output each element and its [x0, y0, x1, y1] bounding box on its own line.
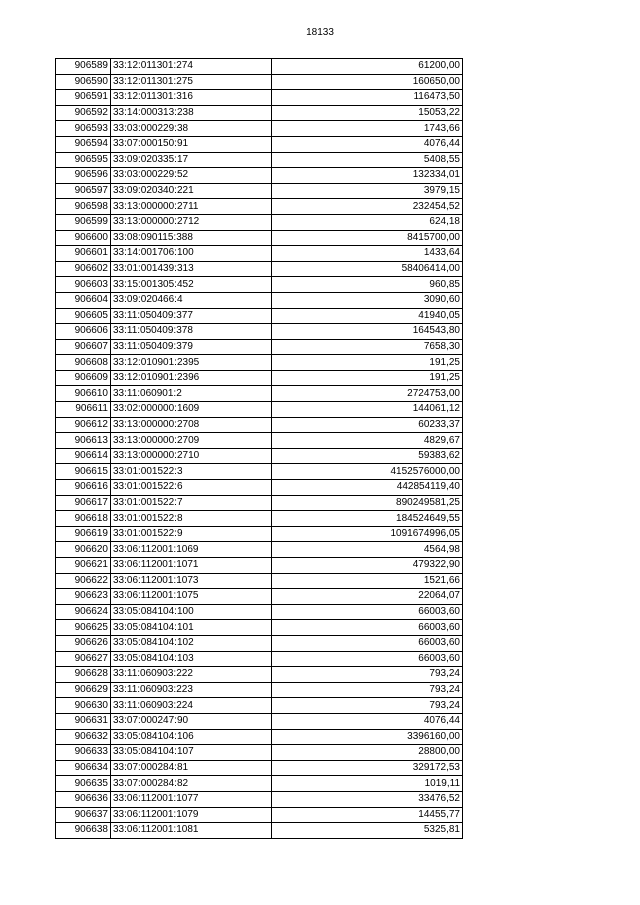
table-row — [56, 558, 463, 574]
cadastral-value-cell: 4564,98 — [272, 542, 463, 558]
cadastral-value-cell: 793,24 — [272, 682, 463, 698]
page-number: 18133 — [306, 27, 334, 38]
cadastral-number-cell: 33:02:000000:1609 — [111, 402, 272, 418]
cadastral-number-cell: 33:01:001522:7 — [111, 495, 272, 511]
table-row — [56, 620, 463, 636]
cadastral-number-cell: 33:05:084104:103 — [111, 651, 272, 667]
cadastral-value-cell: 60233,37 — [272, 417, 463, 433]
table-row — [56, 324, 463, 340]
cadastral-value-cell: 960,85 — [272, 277, 463, 293]
table-row — [56, 417, 463, 433]
row-number-cell: 906609 — [56, 370, 111, 386]
cadastral-value-cell: 66003,60 — [272, 604, 463, 620]
table-row — [56, 199, 463, 215]
cadastral-value-cell: 15053,22 — [272, 105, 463, 121]
cadastral-value-cell: 191,25 — [272, 370, 463, 386]
cadastral-value-cell: 66003,60 — [272, 635, 463, 651]
row-number-cell: 906608 — [56, 355, 111, 371]
cadastral-number-cell: 33:11:060903:222 — [111, 667, 272, 683]
cadastral-value-cell: 22064,07 — [272, 589, 463, 605]
cadastral-number-cell: 33:11:060903:223 — [111, 682, 272, 698]
row-number-cell: 906597 — [56, 183, 111, 199]
cadastral-value-table — [55, 58, 463, 839]
row-number-cell: 906614 — [56, 448, 111, 464]
row-number-cell: 906603 — [56, 277, 111, 293]
row-number-cell: 906622 — [56, 573, 111, 589]
row-number-cell: 906631 — [56, 713, 111, 729]
cadastral-value-cell: 164543,80 — [272, 324, 463, 340]
table-row — [56, 355, 463, 371]
row-number-cell: 906599 — [56, 214, 111, 230]
table-row — [56, 121, 463, 137]
table-row — [56, 745, 463, 761]
cadastral-number-cell: 33:07:000284:82 — [111, 776, 272, 792]
cadastral-value-cell: 5408,55 — [272, 152, 463, 168]
cadastral-value-cell: 479322,90 — [272, 558, 463, 574]
row-number-cell: 906606 — [56, 324, 111, 340]
cadastral-number-cell: 33:13:000000:2710 — [111, 448, 272, 464]
row-number-cell: 906638 — [56, 823, 111, 839]
cadastral-number-cell: 33:05:084104:101 — [111, 620, 272, 636]
table-row — [56, 105, 463, 121]
row-number-cell: 906604 — [56, 292, 111, 308]
row-number-cell: 906596 — [56, 168, 111, 184]
row-number-cell: 906601 — [56, 246, 111, 262]
cadastral-value-cell: 4076,44 — [272, 136, 463, 152]
cadastral-value-cell: 1433,64 — [272, 246, 463, 262]
row-number-cell: 906593 — [56, 121, 111, 137]
row-number-cell: 906623 — [56, 589, 111, 605]
table-row — [56, 152, 463, 168]
table-row — [56, 635, 463, 651]
cadastral-value-cell: 66003,60 — [272, 651, 463, 667]
row-number-cell: 906632 — [56, 729, 111, 745]
table-row — [56, 386, 463, 402]
cadastral-number-cell: 33:11:050409:377 — [111, 308, 272, 324]
cadastral-number-cell: 33:03:000229:38 — [111, 121, 272, 137]
row-number-cell: 906619 — [56, 526, 111, 542]
row-number-cell: 906633 — [56, 745, 111, 761]
cadastral-value-cell: 1521,66 — [272, 573, 463, 589]
cadastral-value-cell: 4076,44 — [272, 713, 463, 729]
cadastral-value-cell: 8415700,00 — [272, 230, 463, 246]
cadastral-number-cell: 33:05:084104:107 — [111, 745, 272, 761]
cadastral-number-cell: 33:06:112001:1071 — [111, 558, 272, 574]
table-row — [56, 230, 463, 246]
cadastral-number-cell: 33:13:000000:2711 — [111, 199, 272, 215]
row-number-cell: 906598 — [56, 199, 111, 215]
table-row — [56, 308, 463, 324]
row-number-cell: 906594 — [56, 136, 111, 152]
table-row — [56, 667, 463, 683]
row-number-cell: 906591 — [56, 90, 111, 106]
row-number-cell: 906595 — [56, 152, 111, 168]
cadastral-number-cell: 33:07:000247:90 — [111, 713, 272, 729]
table-row — [56, 698, 463, 714]
cadastral-number-cell: 33:13:000000:2709 — [111, 433, 272, 449]
cadastral-number-cell: 33:11:050409:378 — [111, 324, 272, 340]
table-row — [56, 791, 463, 807]
cadastral-number-cell: 33:09:020335:17 — [111, 152, 272, 168]
table-row — [56, 713, 463, 729]
row-number-cell: 906616 — [56, 480, 111, 496]
table-row — [56, 807, 463, 823]
table-row — [56, 74, 463, 90]
row-number-cell: 906636 — [56, 791, 111, 807]
cadastral-number-cell: 33:13:000000:2712 — [111, 214, 272, 230]
row-number-cell: 906637 — [56, 807, 111, 823]
cadastral-number-cell: 33:06:112001:1079 — [111, 807, 272, 823]
cadastral-number-cell: 33:12:010901:2395 — [111, 355, 272, 371]
row-number-cell: 906634 — [56, 760, 111, 776]
cadastral-value-cell: 1019,11 — [272, 776, 463, 792]
cadastral-number-cell: 33:05:084104:106 — [111, 729, 272, 745]
cadastral-value-cell: 1743,66 — [272, 121, 463, 137]
row-number-cell: 906610 — [56, 386, 111, 402]
table-row — [56, 464, 463, 480]
table-row — [56, 589, 463, 605]
cadastral-number-cell: 33:07:000284:81 — [111, 760, 272, 776]
cadastral-value-cell: 61200,00 — [272, 59, 463, 75]
cadastral-value-cell: 58406414,00 — [272, 261, 463, 277]
cadastral-value-cell: 3090,60 — [272, 292, 463, 308]
table-row — [56, 776, 463, 792]
cadastral-number-cell: 33:01:001522:8 — [111, 511, 272, 527]
row-number-cell: 906629 — [56, 682, 111, 698]
row-number-cell: 906602 — [56, 261, 111, 277]
cadastral-value-cell: 890249581,25 — [272, 495, 463, 511]
cadastral-value-cell: 329172,53 — [272, 760, 463, 776]
table-row — [56, 682, 463, 698]
row-number-cell: 906615 — [56, 464, 111, 480]
row-number-cell: 906627 — [56, 651, 111, 667]
cadastral-number-cell: 33:03:000229:52 — [111, 168, 272, 184]
cadastral-value-cell: 4829,67 — [272, 433, 463, 449]
cadastral-number-cell: 33:11:060903:224 — [111, 698, 272, 714]
row-number-cell: 906605 — [56, 308, 111, 324]
table-row — [56, 168, 463, 184]
row-number-cell: 906620 — [56, 542, 111, 558]
table-row — [56, 604, 463, 620]
cadastral-number-cell: 33:15:001305:452 — [111, 277, 272, 293]
cadastral-value-cell: 33476,52 — [272, 791, 463, 807]
cadastral-number-cell: 33:01:001522:3 — [111, 464, 272, 480]
cadastral-value-cell: 66003,60 — [272, 620, 463, 636]
cadastral-value-cell: 59383,62 — [272, 448, 463, 464]
row-number-cell: 906625 — [56, 620, 111, 636]
cadastral-number-cell: 33:09:020466:4 — [111, 292, 272, 308]
cadastral-number-cell: 33:14:000313:238 — [111, 105, 272, 121]
cadastral-value-cell: 442854119,40 — [272, 480, 463, 496]
cadastral-number-cell: 33:14:001706:100 — [111, 246, 272, 262]
cadastral-value-cell: 2724753,00 — [272, 386, 463, 402]
row-number-cell: 906618 — [56, 511, 111, 527]
cadastral-value-cell: 4152576000,00 — [272, 464, 463, 480]
cadastral-value-cell: 793,24 — [272, 698, 463, 714]
cadastral-number-cell: 33:12:011301:274 — [111, 59, 272, 75]
cadastral-number-cell: 33:05:084104:102 — [111, 635, 272, 651]
cadastral-number-cell: 33:06:112001:1069 — [111, 542, 272, 558]
table-row — [56, 246, 463, 262]
cadastral-number-cell: 33:01:001522:6 — [111, 480, 272, 496]
row-number-cell: 906621 — [56, 558, 111, 574]
row-number-cell: 906607 — [56, 339, 111, 355]
table-row — [56, 292, 463, 308]
cadastral-number-cell: 33:05:084104:100 — [111, 604, 272, 620]
table-row — [56, 402, 463, 418]
row-number-cell: 906613 — [56, 433, 111, 449]
row-number-cell: 906592 — [56, 105, 111, 121]
cadastral-value-cell: 116473,50 — [272, 90, 463, 106]
table-row — [56, 511, 463, 527]
row-number-cell: 906617 — [56, 495, 111, 511]
table-row — [56, 136, 463, 152]
cadastral-value-cell: 28800,00 — [272, 745, 463, 761]
table-row — [56, 59, 463, 75]
table-row — [56, 448, 463, 464]
table-row — [56, 339, 463, 355]
cadastral-value-cell: 3979,15 — [272, 183, 463, 199]
table-row — [56, 480, 463, 496]
cadastral-number-cell: 33:06:112001:1075 — [111, 589, 272, 605]
cadastral-value-cell: 3396160,00 — [272, 729, 463, 745]
table-row — [56, 729, 463, 745]
cadastral-number-cell: 33:11:060901:2 — [111, 386, 272, 402]
cadastral-value-cell: 793,24 — [272, 667, 463, 683]
table-row — [56, 526, 463, 542]
row-number-cell: 906590 — [56, 74, 111, 90]
cadastral-value-cell: 132334,01 — [272, 168, 463, 184]
cadastral-number-cell: 33:06:112001:1081 — [111, 823, 272, 839]
table-row — [56, 183, 463, 199]
table-row — [56, 651, 463, 667]
cadastral-value-cell: 7658,30 — [272, 339, 463, 355]
row-number-cell: 906626 — [56, 635, 111, 651]
cadastral-number-cell: 33:06:112001:1073 — [111, 573, 272, 589]
cadastral-value-cell: 5325,81 — [272, 823, 463, 839]
table-row — [56, 495, 463, 511]
cadastral-value-cell: 160650,00 — [272, 74, 463, 90]
cadastral-number-cell: 33:11:050409:379 — [111, 339, 272, 355]
row-number-cell: 906600 — [56, 230, 111, 246]
cadastral-value-cell: 624,18 — [272, 214, 463, 230]
table-row — [56, 542, 463, 558]
cadastral-number-cell: 33:12:010901:2396 — [111, 370, 272, 386]
cadastral-value-cell: 232454,52 — [272, 199, 463, 215]
table-row — [56, 433, 463, 449]
cadastral-number-cell: 33:07:000150:91 — [111, 136, 272, 152]
row-number-cell: 906589 — [56, 59, 111, 75]
row-number-cell: 906624 — [56, 604, 111, 620]
table-body — [56, 59, 463, 839]
table-row — [56, 760, 463, 776]
cadastral-value-cell: 144061,12 — [272, 402, 463, 418]
table-row — [56, 214, 463, 230]
row-number-cell: 906611 — [56, 402, 111, 418]
cadastral-number-cell: 33:12:011301:275 — [111, 74, 272, 90]
row-number-cell: 906630 — [56, 698, 111, 714]
table-row — [56, 277, 463, 293]
cadastral-number-cell: 33:09:020340:221 — [111, 183, 272, 199]
cadastral-value-cell: 14455,77 — [272, 807, 463, 823]
cadastral-number-cell: 33:12:011301:316 — [111, 90, 272, 106]
cadastral-value-cell: 191,25 — [272, 355, 463, 371]
table-row — [56, 261, 463, 277]
cadastral-value-cell: 41940,05 — [272, 308, 463, 324]
table-row — [56, 370, 463, 386]
cadastral-number-cell: 33:13:000000:2708 — [111, 417, 272, 433]
cadastral-number-cell: 33:01:001439:313 — [111, 261, 272, 277]
cadastral-value-cell: 1091674996,05 — [272, 526, 463, 542]
cadastral-number-cell: 33:06:112001:1077 — [111, 791, 272, 807]
table-row — [56, 90, 463, 106]
row-number-cell: 906635 — [56, 776, 111, 792]
cadastral-number-cell: 33:01:001522:9 — [111, 526, 272, 542]
table-row — [56, 573, 463, 589]
table-row — [56, 823, 463, 839]
row-number-cell: 906628 — [56, 667, 111, 683]
cadastral-value-cell: 184524649,55 — [272, 511, 463, 527]
cadastral-number-cell: 33:08:090115:388 — [111, 230, 272, 246]
row-number-cell: 906612 — [56, 417, 111, 433]
